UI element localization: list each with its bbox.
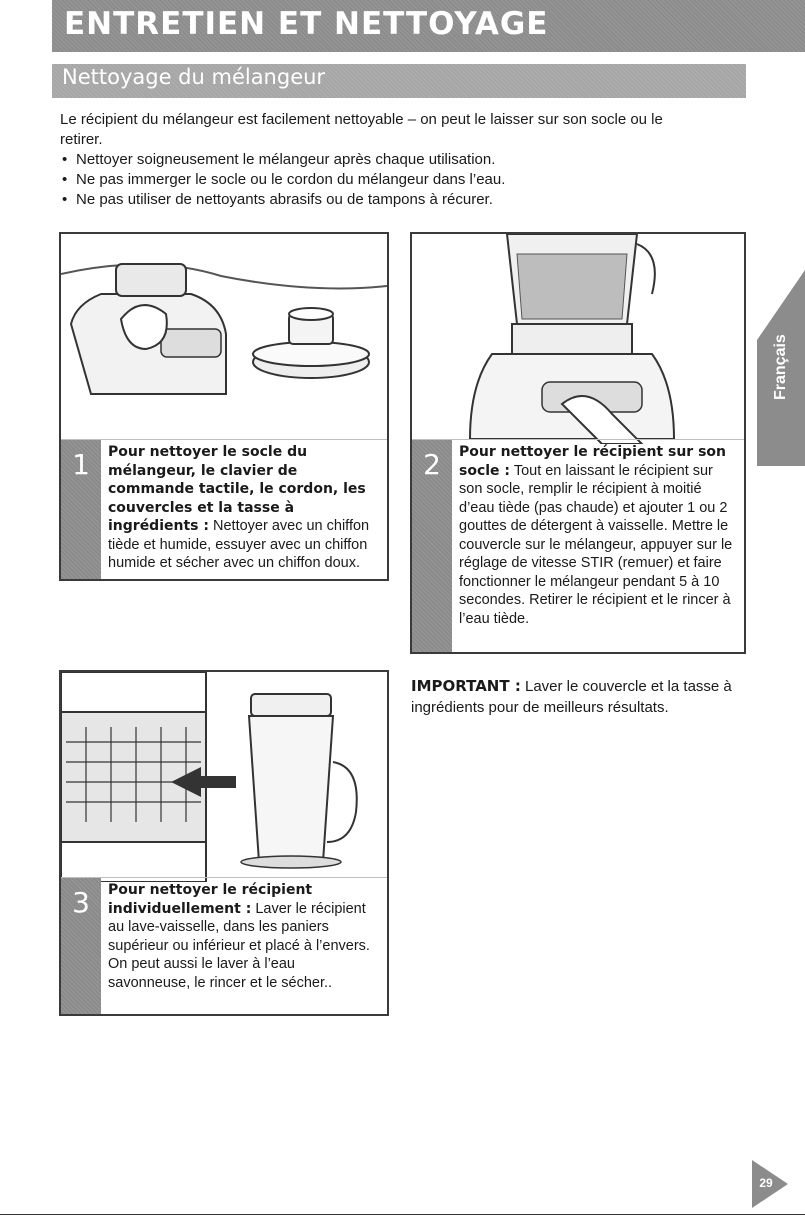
blender-on-base-illustration	[412, 234, 744, 444]
bullet-item: • Ne pas immerger le socle ou le cordon du mélangeur dans l’eau.	[60, 170, 505, 190]
bullet-list	[60, 150, 505, 210]
step-number: 1	[61, 440, 101, 579]
step-3-caption	[61, 877, 387, 1014]
step-number: 2	[412, 440, 452, 652]
intro-paragraph: Le récipient du mélangeur est facilement nettoyable – on peut le laisser sur son socle ou le retirer.	[60, 111, 663, 148]
important-text: Laver le couvercle et la tasse à ingrédients pour de meilleurs résultats.	[411, 678, 732, 716]
step-1-text: Nettoyer avec un chiffon tiède et humide, essuyer avec un chiffon humide et sécher avec un chiffon doux.	[108, 518, 370, 571]
step-3-heading: Pour nettoyer le récipient individuellement :	[108, 882, 313, 917]
blender-base-illustration	[61, 234, 387, 444]
step-2-text: Tout en laissant le récipient sur son socle, remplir le récipient à moitié d’eau tiède (pas chaude) et ajouter 1 ou 2 gouttes de détergent à vaisselle. Mettre le couvercle sur le mélangeur, appuyer sur le réglage de vitesse STIR (remuer) et faire fonctionner le mélangeur pendant 5 à 10 secondes. Retirer le récipient et le rincer à l’eau tiède.	[459, 462, 733, 627]
bottom-rule	[0, 1214, 805, 1215]
important-label: IMPORTANT :	[411, 677, 521, 695]
important-note	[411, 676, 741, 718]
step-2-heading: Pour nettoyer le récipient sur son socle :	[459, 444, 726, 479]
section-title: Nettoyage du mélangeur	[62, 65, 326, 89]
step-1-heading: Pour nettoyer le socle du mélangeur, le clavier de commande tactile, le cordon, les couvercles et la tasse à ingrédients :	[108, 444, 366, 534]
page-number: 29	[759, 1176, 773, 1190]
step-number: 3	[61, 878, 101, 1014]
bullet-item: • Nettoyer soigneusement le mélangeur après chaque utilisation.	[60, 150, 505, 170]
step-3-text: Laver le récipient au lave-vaisselle, dans les paniers supérieur ou inférieur et placé à l’envers. On peut aussi le laver à l’eau savonneuse, le rincer et le sécher..	[108, 900, 370, 991]
page-title: ENTRETIEN ET NETTOYAGE	[64, 6, 549, 42]
language-tab-label: Français	[772, 334, 789, 400]
step-3-panel	[59, 670, 389, 1016]
step-2-panel	[410, 232, 746, 654]
step-1-caption	[61, 439, 387, 579]
bullet-item: • Ne pas utiliser de nettoyants abrasifs ou de tampons à récurer.	[60, 190, 505, 210]
dishwasher-illustration	[61, 672, 387, 882]
step-1-panel	[59, 232, 389, 581]
step-2-caption	[412, 439, 744, 652]
